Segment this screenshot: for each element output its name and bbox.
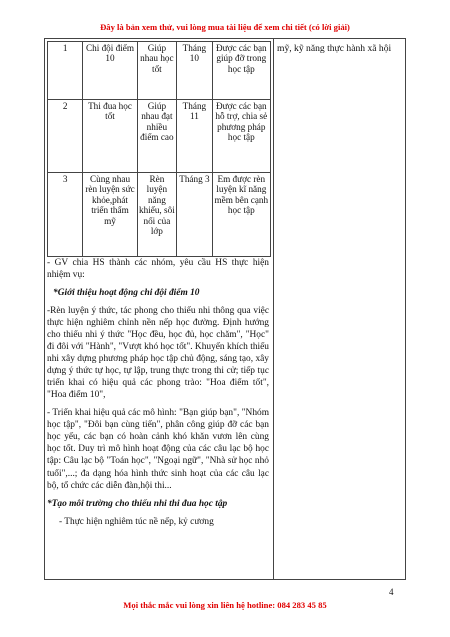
page-number: 4 (389, 587, 394, 597)
cell-goal: Được các bạn giúp đỡ trong học tập (212, 42, 270, 100)
paragraph-trien-khai: - Triển khai hiệu quả các mô hình: "Bạn giúp bạn", "Nhóm học tập", "Đôi bạn cùng tiến", phân công giúp đỡ các bạn học yếu, các bạn có hoàn cảnh khó khăn vươn lên cùng học tốt. Duy trì mô hình hoạt động của các câu lạc bộ học tập: Câu lạc bộ "Toán học", "Ngoại ngữ", "Nhà sử học nhỏ tuổi",...; đa dạng hóa hình thức sinh hoạt của các câu lạc bộ, tổ chức các diễn đàn,hội thi... (47, 408, 269, 491)
cell-goal: Được các bạn hỗ trợ, chia sẻ phương pháp học tập (212, 100, 270, 173)
activity-plan-table (47, 41, 271, 257)
cell-no: 3 (48, 173, 83, 257)
heading-moi-truong: *Tạo môi trường cho thiếu nhi thi đua học tập (47, 498, 228, 509)
paragraph-ren-luyen: -Rèn luyện ý thức, tác phong cho thiếu nhi thông qua việc thực hiện nghiêm chỉnh nền nếp học đường. Định hướng cho thiếu nhi ý thức "Học đều, học đủ, học chăm", "Học" đi đôi với "Hành", "Vượt khó học tốt". Khuyến khích thiếu nhi xây dựng phương pháp học tập chủ động, sáng tạo, xây dựng ý thức tự học, tự lập, trung thực trong thi cử; tiếp tục triển khai có hiệu quả các phong trào: "Hoa điểm tốt", "Hoa điểm 10", (47, 306, 269, 401)
right-column-text: mỹ, kỹ năng thực hành xã hội (277, 43, 392, 54)
lesson-table-frame (44, 38, 406, 580)
preview-banner: Đây là bản xem thử, vui lòng mua tài liệu để xem chi tiết (có lời giải) (100, 22, 350, 32)
column-divider (273, 39, 274, 579)
cell-action: Giúp nhau đạt nhiều điểm cao (137, 100, 177, 173)
cell-no: 1 (48, 42, 83, 100)
cell-goal: Em được rèn luyện kĩ năng mềm bên cạnh học tập (212, 173, 270, 257)
heading-chi-doi: *Giới thiệu hoạt động chi đội điểm 10 (53, 288, 200, 299)
cell-action: Rèn luyện năng khiếu, sôi nổi của lớp (137, 173, 177, 257)
paragraph-thuc-hien: - Thực hiện nghiêm túc nề nếp, kỷ cương (59, 516, 214, 527)
cell-time: Tháng 3 (177, 173, 212, 257)
cell-time: Tháng 10 (177, 42, 212, 100)
intro-text: - GV chia HS thành các nhóm, yêu cầu HS thực hiện nhiệm vụ: (47, 258, 269, 281)
cell-time: Tháng 11 (177, 100, 212, 173)
cell-name: Chi đội điểm 10 (83, 42, 137, 100)
cell-action: Giúp nhau học tốt (137, 42, 177, 100)
table-row (48, 42, 271, 100)
table-row (48, 100, 271, 173)
cell-name: Thi đua học tốt (83, 100, 137, 173)
hotline-banner: Mọi thắc mắc vui lòng xin liên hệ hotline: 084 283 45 85 (123, 600, 327, 610)
lesson-body (47, 257, 269, 534)
cell-name: Cùng nhau rèn luyện sức khỏe,phát triển thẩm mỹ (83, 173, 137, 257)
cell-no: 2 (48, 100, 83, 173)
table-row (48, 173, 271, 257)
